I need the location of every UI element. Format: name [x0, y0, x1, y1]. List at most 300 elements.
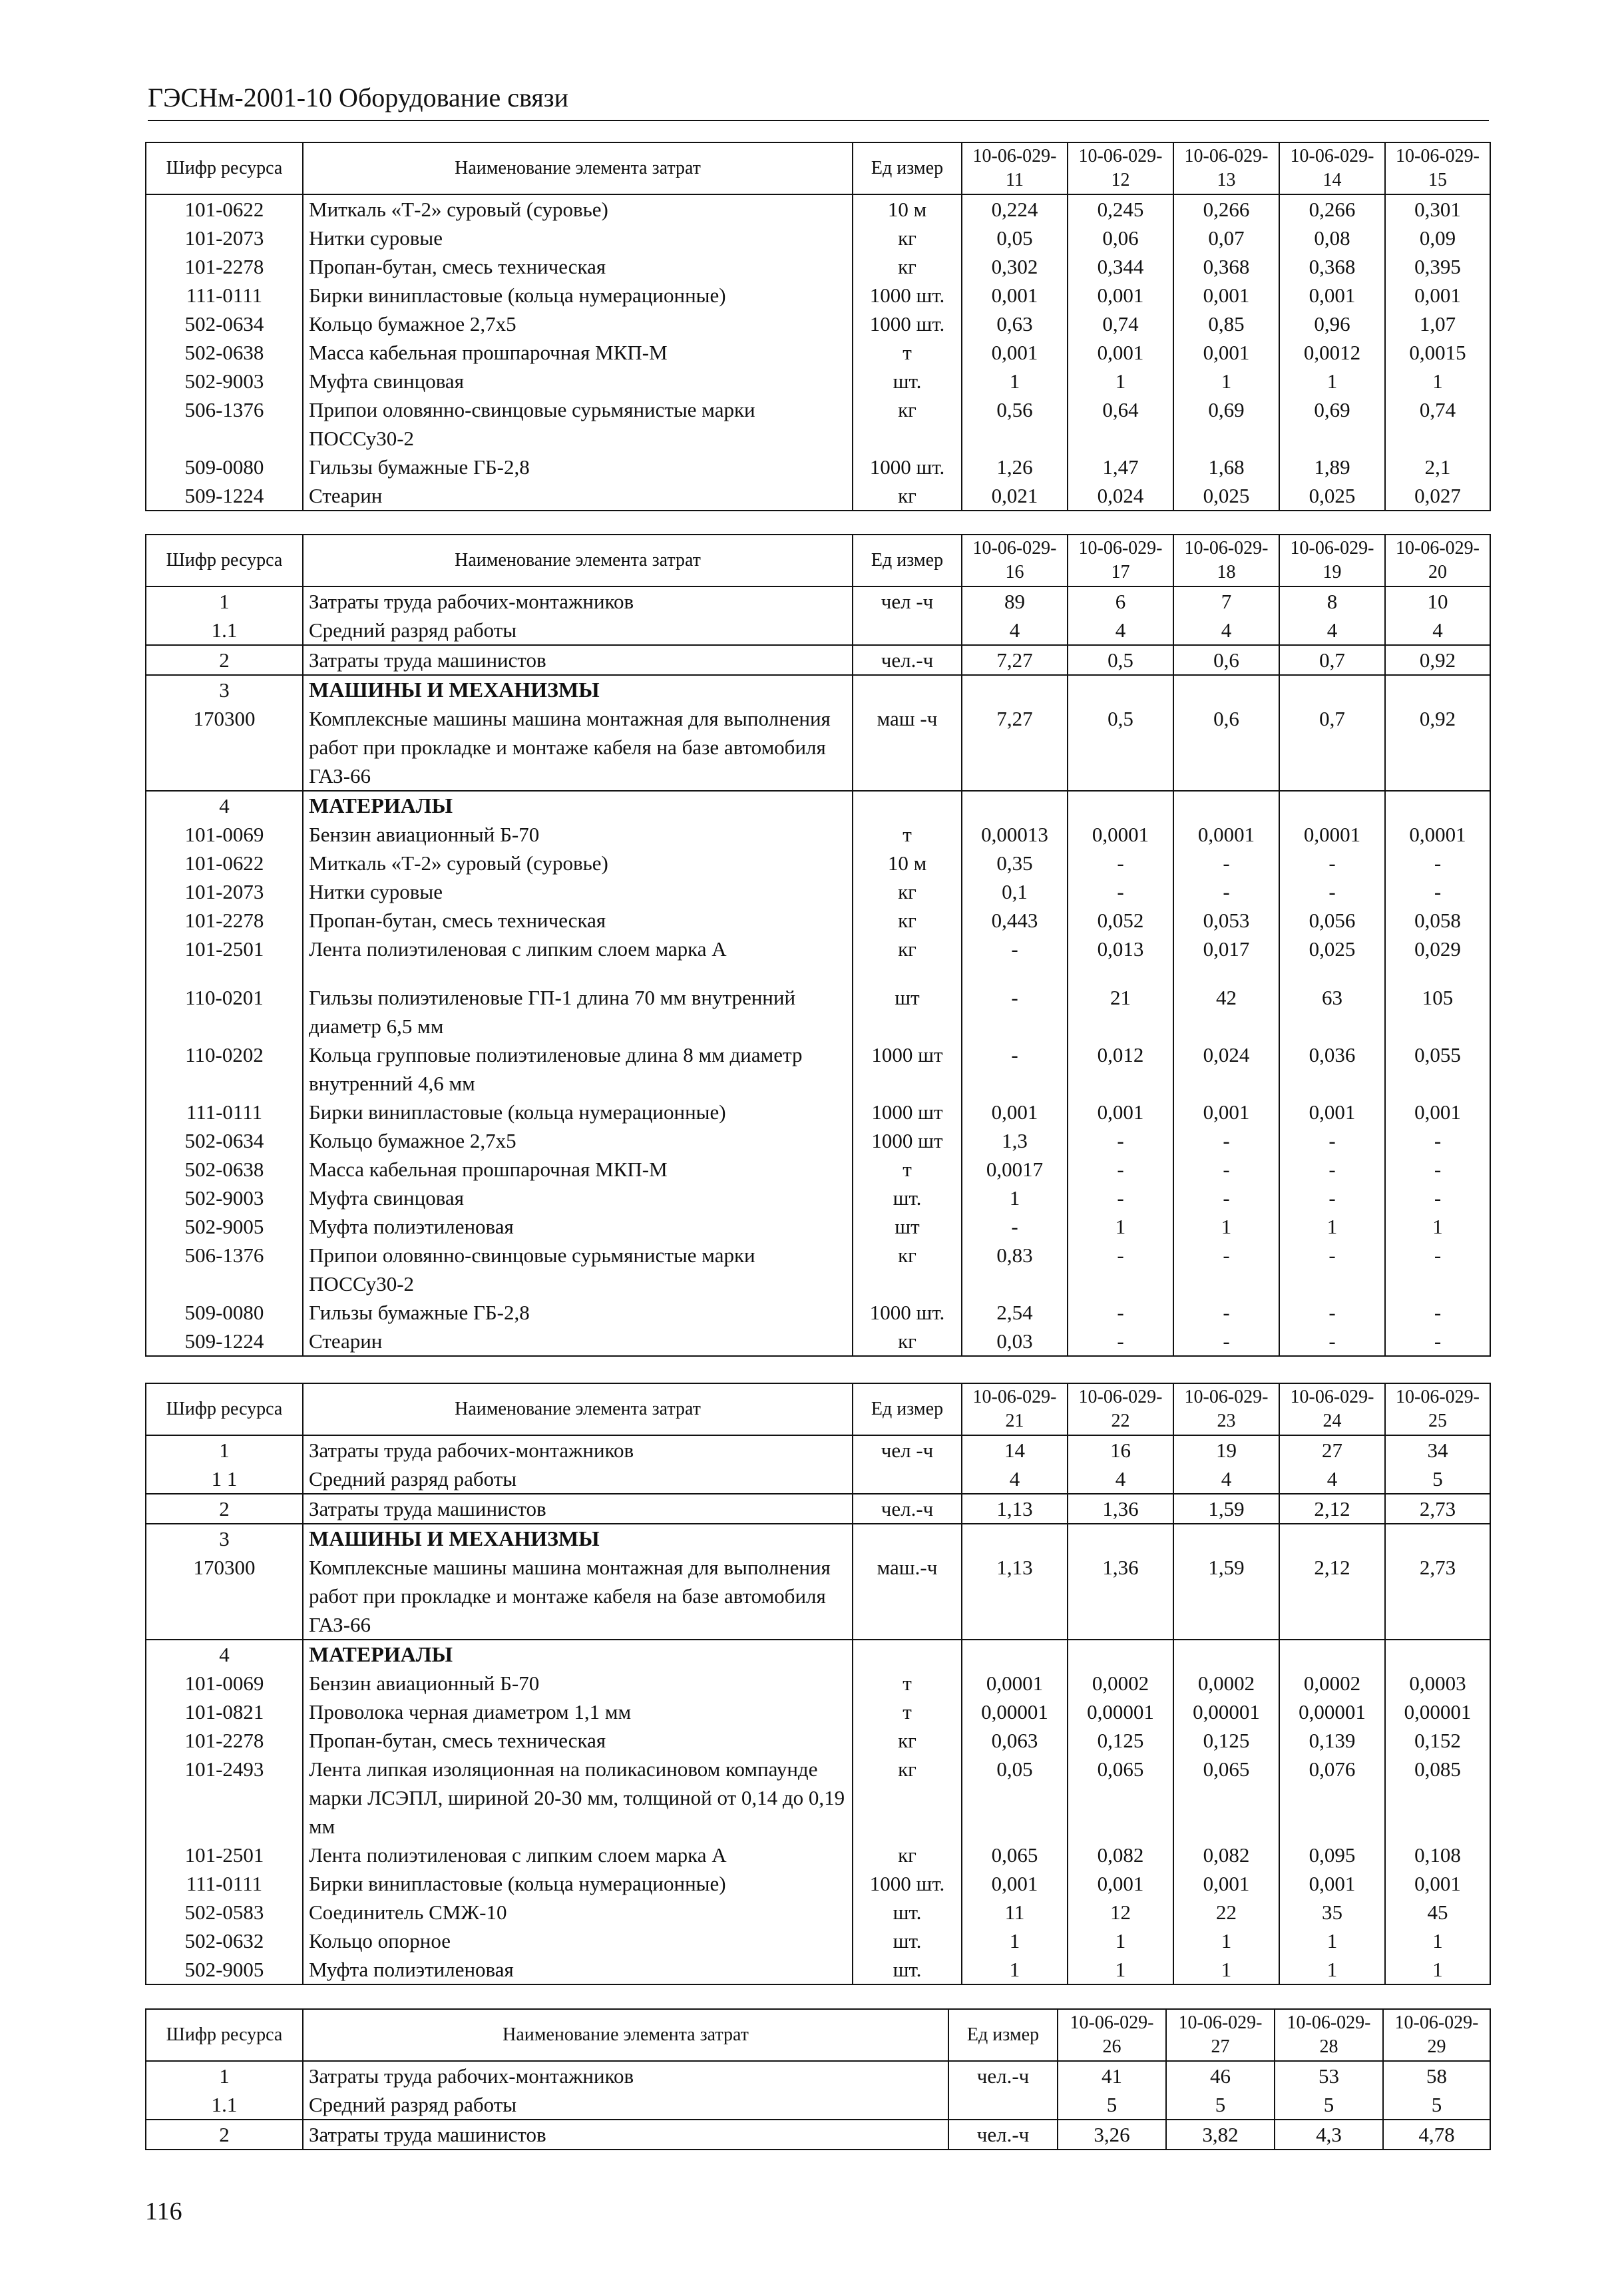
cost-element-name: Затраты труда машинистов — [303, 1494, 853, 1524]
unit: кг — [853, 481, 962, 511]
norm-value: 0,025 — [1279, 481, 1385, 511]
cost-element-name: Затраты труда рабочих-монтажников — [303, 586, 853, 616]
unit: т — [853, 1669, 962, 1698]
norm-value: 1,26 — [962, 453, 1068, 481]
table-row — [146, 194, 1490, 224]
norm-value: - — [1279, 1126, 1385, 1155]
norm-value: 0,00013 — [962, 820, 1068, 849]
norm-value: 0,00001 — [962, 1698, 1068, 1726]
header-name: Наименование элемента затрат — [303, 2009, 948, 2061]
norm-value: 0,0012 — [1279, 338, 1385, 367]
table-row — [146, 935, 1490, 963]
resource-code: 4 — [146, 1640, 303, 1669]
norm-value: 4 — [1279, 616, 1385, 645]
unit: шт — [853, 1212, 962, 1241]
norm-value — [1279, 675, 1385, 704]
norm-value: 0,139 — [1279, 1726, 1385, 1755]
norm-value — [1068, 1640, 1173, 1669]
norm-value: 0,6 — [1173, 704, 1279, 791]
header-norm-code: 10-06-029-15 — [1385, 142, 1490, 194]
norm-value: 5 — [1383, 2090, 1490, 2120]
cost-element-name: Лента липкая изоляционная на поликасиновом компаунде марки ЛСЭПЛ, шириной 20-30 мм, толщиной от 0,14 до 0,19 мм — [303, 1755, 853, 1841]
norm-value: 0,065 — [1173, 1755, 1279, 1841]
norm-value: - — [1279, 877, 1385, 906]
norm-value: - — [962, 935, 1068, 963]
norm-value: 0,001 — [1173, 1869, 1279, 1898]
spacer-cell — [1068, 963, 1173, 983]
resource-code: 111-0111 — [146, 1098, 303, 1126]
norm-value: 21 — [1068, 983, 1173, 1040]
unit: чел.-ч — [948, 2120, 1058, 2150]
resource-code: 502-0634 — [146, 1126, 303, 1155]
header-norm-code: 10-06-029-29 — [1383, 2009, 1490, 2061]
cost-element-name: Бирки винипластовые (кольца нумерационные) — [303, 281, 853, 310]
cost-element-name: МАШИНЫ И МЕХАНИЗМЫ — [303, 1524, 853, 1553]
section-row — [146, 1640, 1490, 1669]
cost-element-name: Лента полиэтиленовая с липким слоем марка А — [303, 1841, 853, 1869]
table-row — [146, 1327, 1490, 1356]
norm-value: - — [1279, 1155, 1385, 1184]
norm-value: 1 — [1068, 1212, 1173, 1241]
table-row — [146, 1126, 1490, 1155]
resource-code: 2 — [146, 645, 303, 675]
table-row — [146, 1040, 1490, 1098]
resource-code: 111-0111 — [146, 281, 303, 310]
norm-value: 16 — [1068, 1435, 1173, 1465]
table-row — [146, 453, 1490, 481]
unit: шт. — [853, 367, 962, 395]
norm-value: 0,301 — [1385, 194, 1490, 224]
norm-value: 2,73 — [1385, 1494, 1490, 1524]
header-norm-code: 10-06-029-13 — [1173, 142, 1279, 194]
cost-element-name: Гильзы бумажные ГБ-2,8 — [303, 1298, 853, 1327]
norm-value: 4 — [1385, 616, 1490, 645]
cost-element-name: Средний разряд работы — [303, 616, 853, 645]
norm-value: 1 — [1173, 1955, 1279, 1984]
norm-value: - — [1279, 1327, 1385, 1356]
table-row — [146, 310, 1490, 338]
header-norm-code: 10-06-029-23 — [1173, 1383, 1279, 1435]
norm-value: 1 — [962, 1927, 1068, 1955]
spacer-cell — [1385, 963, 1490, 983]
page-header — [148, 79, 1489, 117]
cost-element-name: Припои оловянно-свинцовые сурьмянистые марки ПОССу30-2 — [303, 395, 853, 453]
norm-value: 0,001 — [1385, 1098, 1490, 1126]
norm-value — [1068, 791, 1173, 820]
spacer-cell — [303, 963, 853, 983]
cost-element-name: Муфта свинцовая — [303, 367, 853, 395]
norm-value: 1,68 — [1173, 453, 1279, 481]
norm-value: 4 — [962, 616, 1068, 645]
unit: кг — [853, 1755, 962, 1841]
norm-value: 0,076 — [1279, 1755, 1385, 1841]
norm-value — [1173, 675, 1279, 704]
norm-value: 7,27 — [962, 645, 1068, 675]
unit: шт. — [853, 1927, 962, 1955]
norm-value: 58 — [1383, 2061, 1490, 2090]
norm-table — [145, 534, 1491, 1357]
unit: 1000 шт. — [853, 1869, 962, 1898]
norm-value: 1 — [1068, 1927, 1173, 1955]
table-row — [146, 367, 1490, 395]
unit: чел.-ч — [853, 645, 962, 675]
norm-value: 0,63 — [962, 310, 1068, 338]
norm-value: 4 — [1068, 616, 1173, 645]
norm-value: - — [1173, 1155, 1279, 1184]
resource-code: 101-0821 — [146, 1698, 303, 1726]
table-header-row — [146, 1383, 1490, 1435]
unit: т — [853, 338, 962, 367]
unit: кг — [853, 252, 962, 281]
norm-value: 0,001 — [962, 1869, 1068, 1898]
norm-value: 0,029 — [1385, 935, 1490, 963]
norm-value: - — [962, 1040, 1068, 1098]
unit: 1000 шт — [853, 1098, 962, 1126]
norm-value: 0,0001 — [1173, 820, 1279, 849]
unit: 1000 шт — [853, 1040, 962, 1098]
norm-value: 0,0001 — [962, 1669, 1068, 1698]
norm-value: 0,368 — [1279, 252, 1385, 281]
resource-code: 101-0069 — [146, 820, 303, 849]
norm-value: - — [962, 983, 1068, 1040]
header-norm-code: 10-06-029-14 — [1279, 142, 1385, 194]
cost-element-name: МАШИНЫ И МЕХАНИЗМЫ — [303, 675, 853, 704]
header-norm-code: 10-06-029-24 — [1279, 1383, 1385, 1435]
norm-value: - — [1279, 849, 1385, 877]
unit: шт. — [853, 1955, 962, 1984]
norm-value: 2,12 — [1279, 1553, 1385, 1640]
norm-value: 0,0001 — [1385, 820, 1490, 849]
resource-code: 101-2501 — [146, 935, 303, 963]
norm-value: 0,69 — [1279, 395, 1385, 453]
table-row — [146, 1241, 1490, 1298]
norm-value: 0,05 — [962, 1755, 1068, 1841]
table-header-row — [146, 142, 1490, 194]
norm-value: - — [1279, 1241, 1385, 1298]
resource-code: 101-2493 — [146, 1755, 303, 1841]
norm-value — [1385, 791, 1490, 820]
table-row — [146, 2120, 1490, 2150]
table-row — [146, 586, 1490, 616]
norm-value: 0,7 — [1279, 704, 1385, 791]
norm-value: 0,92 — [1385, 704, 1490, 791]
norm-value: 5 — [1275, 2090, 1383, 2120]
norm-value — [962, 675, 1068, 704]
norm-value — [1385, 675, 1490, 704]
cost-element-name: Нитки суровые — [303, 877, 853, 906]
resource-code: 101-2278 — [146, 906, 303, 935]
norm-value — [1385, 1640, 1490, 1669]
cost-element-name: Муфта полиэтиленовая — [303, 1212, 853, 1241]
norm-value: 46 — [1166, 2061, 1275, 2090]
table-row — [146, 1755, 1490, 1841]
header-norm-code: 10-06-029-16 — [962, 535, 1068, 586]
norm-value — [1068, 675, 1173, 704]
resource-code: 101-2278 — [146, 252, 303, 281]
norm-value: 11 — [962, 1898, 1068, 1927]
cost-element-name: Бирки винипластовые (кольца нумерационные) — [303, 1869, 853, 1898]
norm-value: 0,036 — [1279, 1040, 1385, 1098]
norm-value: - — [1385, 1327, 1490, 1356]
unit: кг — [853, 1327, 962, 1356]
norm-table — [145, 2008, 1491, 2150]
resource-code: 101-2278 — [146, 1726, 303, 1755]
norm-value: 0,92 — [1385, 645, 1490, 675]
norm-value: 5 — [1385, 1465, 1490, 1494]
header-norm-code: 10-06-029-21 — [962, 1383, 1068, 1435]
norm-value: 0,001 — [962, 281, 1068, 310]
unit: кг — [853, 906, 962, 935]
norm-value: 3,26 — [1058, 2120, 1166, 2150]
resource-code: 1 1 — [146, 1465, 303, 1494]
section-row — [146, 1524, 1490, 1553]
norm-value: 0,108 — [1385, 1841, 1490, 1869]
header-norm-code: 10-06-029-20 — [1385, 535, 1490, 586]
norm-value: 0,1 — [962, 877, 1068, 906]
norm-value: 0,85 — [1173, 310, 1279, 338]
norm-value: 19 — [1173, 1435, 1279, 1465]
cost-element-name: Стеарин — [303, 481, 853, 511]
norm-value: 0,56 — [962, 395, 1068, 453]
norm-value: 0,6 — [1173, 645, 1279, 675]
norm-value: 0,001 — [1279, 1098, 1385, 1126]
norm-value: 0,082 — [1068, 1841, 1173, 1869]
norm-value: 0,0001 — [1068, 820, 1173, 849]
norm-value: 0,055 — [1385, 1040, 1490, 1098]
norm-value: 12 — [1068, 1898, 1173, 1927]
norm-value: 0,266 — [1279, 194, 1385, 224]
unit: 10 м — [853, 849, 962, 877]
norm-value: 2,54 — [962, 1298, 1068, 1327]
norm-value: 2,73 — [1385, 1553, 1490, 1640]
unit: кг — [853, 1726, 962, 1755]
norm-value: 0,368 — [1173, 252, 1279, 281]
norm-value: - — [1068, 1327, 1173, 1356]
unit — [853, 616, 962, 645]
norm-value: 1,47 — [1068, 453, 1173, 481]
norm-value: 0,052 — [1068, 906, 1173, 935]
cost-element-name: Кольцо бумажное 2,7х5 — [303, 1126, 853, 1155]
header-unit: Ед измер — [948, 2009, 1058, 2061]
norm-value: 45 — [1385, 1898, 1490, 1927]
norm-value: 0,001 — [1385, 1869, 1490, 1898]
norm-value: - — [1173, 1184, 1279, 1212]
norm-value: 0,065 — [1068, 1755, 1173, 1841]
cost-element-name: Стеарин — [303, 1327, 853, 1356]
cost-element-name: Затраты труда рабочих-монтажников — [303, 1435, 853, 1465]
unit: чел.-ч — [948, 2061, 1058, 2090]
cost-element-name: Муфта свинцовая — [303, 1184, 853, 1212]
norm-value: 0,152 — [1385, 1726, 1490, 1755]
resource-code: 502-0583 — [146, 1898, 303, 1927]
unit: шт. — [853, 1898, 962, 1927]
unit: чел -ч — [853, 1435, 962, 1465]
norm-value: 0,125 — [1173, 1726, 1279, 1755]
unit: маш -ч — [853, 704, 962, 791]
page-title: ГЭСНм-2001-10 Оборудование связи — [148, 83, 568, 113]
table-row — [146, 1155, 1490, 1184]
resource-code: 1.1 — [146, 2090, 303, 2120]
norm-value: 0,344 — [1068, 252, 1173, 281]
header-unit: Ед измер — [853, 535, 962, 586]
norm-value: 1 — [1173, 367, 1279, 395]
norm-value — [1279, 791, 1385, 820]
norm-value: 1,89 — [1279, 453, 1385, 481]
unit: кг — [853, 877, 962, 906]
header-name: Наименование элемента затрат — [303, 1383, 853, 1435]
norm-value: 0,74 — [1385, 395, 1490, 453]
unit: чел -ч — [853, 586, 962, 616]
norm-value: 2,12 — [1279, 1494, 1385, 1524]
norm-value: 0,5 — [1068, 645, 1173, 675]
table-row — [146, 1898, 1490, 1927]
cost-element-name: Бензин авиационный Б-70 — [303, 820, 853, 849]
table-row — [146, 983, 1490, 1040]
norm-value — [962, 1524, 1068, 1553]
table-row — [146, 1955, 1490, 1984]
unit — [853, 791, 962, 820]
resource-code: 1 — [146, 1435, 303, 1465]
unit: т — [853, 1155, 962, 1184]
cost-element-name: Затраты труда машинистов — [303, 2120, 948, 2150]
norm-value: 0,0001 — [1279, 820, 1385, 849]
resource-code: 101-0069 — [146, 1669, 303, 1698]
norm-value: 1 — [1068, 367, 1173, 395]
norm-value: 0,266 — [1173, 194, 1279, 224]
norm-value: 0,027 — [1385, 481, 1490, 511]
header-norm-code: 10-06-029-12 — [1068, 142, 1173, 194]
norm-value: 0,063 — [962, 1726, 1068, 1755]
norm-value: 5 — [1058, 2090, 1166, 2120]
norm-value: 8 — [1279, 586, 1385, 616]
norm-value: 1,59 — [1173, 1494, 1279, 1524]
norm-value: 0,001 — [962, 338, 1068, 367]
norm-value: 41 — [1058, 2061, 1166, 2090]
resource-code: 3 — [146, 1524, 303, 1553]
norm-value: 0,065 — [962, 1841, 1068, 1869]
norm-value: 0,001 — [1279, 1869, 1385, 1898]
norm-value: - — [1173, 1298, 1279, 1327]
table-row — [146, 820, 1490, 849]
norm-value: - — [1173, 877, 1279, 906]
unit: шт — [853, 983, 962, 1040]
norm-value: - — [1173, 1126, 1279, 1155]
header-unit: Ед измер — [853, 142, 962, 194]
spacer-row — [146, 963, 1490, 983]
cost-element-name: Масса кабельная прошпарочная МКП-М — [303, 1155, 853, 1184]
table-row — [146, 1435, 1490, 1465]
unit — [853, 1640, 962, 1669]
header-norm-code: 10-06-029-26 — [1058, 2009, 1166, 2061]
norm-value — [1173, 1640, 1279, 1669]
unit: кг — [853, 935, 962, 963]
unit: т — [853, 820, 962, 849]
norm-value: 0,395 — [1385, 252, 1490, 281]
norm-value: 0,00001 — [1173, 1698, 1279, 1726]
table-row — [146, 1698, 1490, 1726]
norm-value: 0,03 — [962, 1327, 1068, 1356]
norm-value: 0,0002 — [1173, 1669, 1279, 1698]
norm-table — [145, 142, 1491, 511]
table-row — [146, 395, 1490, 453]
norm-value: 0,013 — [1068, 935, 1173, 963]
norm-value: 0,001 — [1173, 1098, 1279, 1126]
header-rule — [148, 120, 1489, 121]
norm-value: 14 — [962, 1435, 1068, 1465]
norm-value: 0,96 — [1279, 310, 1385, 338]
cost-element-name: Миткаль «Т-2» суровый (суровье) — [303, 849, 853, 877]
resource-code: 101-2073 — [146, 224, 303, 252]
resource-code: 110-0201 — [146, 983, 303, 1040]
norm-value: 0,5 — [1068, 704, 1173, 791]
cost-element-name: Соединитель СМЖ-10 — [303, 1898, 853, 1927]
norm-value: 1,13 — [962, 1494, 1068, 1524]
resource-code: 509-0080 — [146, 453, 303, 481]
norm-value: 0,001 — [1068, 338, 1173, 367]
norm-value: 1 — [1385, 367, 1490, 395]
resource-code: 506-1376 — [146, 395, 303, 453]
resource-code: 101-2073 — [146, 877, 303, 906]
unit: 1000 шт. — [853, 310, 962, 338]
norm-value: - — [1173, 849, 1279, 877]
table-header-row — [146, 2009, 1490, 2061]
norm-value: 0,07 — [1173, 224, 1279, 252]
norm-value: 0,001 — [962, 1098, 1068, 1126]
header-norm-code: 10-06-029-18 — [1173, 535, 1279, 586]
header-code: Шифр ресурса — [146, 142, 303, 194]
norm-value: 0,224 — [962, 194, 1068, 224]
cost-element-name: Затраты труда рабочих-монтажников — [303, 2061, 948, 2090]
norm-value: 0,082 — [1173, 1841, 1279, 1869]
resource-code: 509-1224 — [146, 481, 303, 511]
unit — [853, 1465, 962, 1494]
spacer-cell — [1173, 963, 1279, 983]
header-norm-code: 10-06-029-28 — [1275, 2009, 1383, 2061]
norm-value: 0,125 — [1068, 1726, 1173, 1755]
table-row — [146, 849, 1490, 877]
spacer-cell — [962, 963, 1068, 983]
norm-value — [962, 1640, 1068, 1669]
norm-value: 1 — [962, 367, 1068, 395]
header-name: Наименование элемента затрат — [303, 535, 853, 586]
norm-value: 0,0002 — [1279, 1669, 1385, 1698]
cost-element-name: Средний разряд работы — [303, 1465, 853, 1494]
norm-value: 3,82 — [1166, 2120, 1275, 2150]
cost-element-name: Кольцо опорное — [303, 1927, 853, 1955]
resource-code: 509-1224 — [146, 1327, 303, 1356]
norm-value: 0,05 — [962, 224, 1068, 252]
cost-element-name: Лента полиэтиленовая с липким слоем марка А — [303, 935, 853, 963]
norm-value: 6 — [1068, 586, 1173, 616]
norm-value: 0,025 — [1279, 935, 1385, 963]
header-norm-code: 10-06-029-11 — [962, 142, 1068, 194]
norm-value: 0,74 — [1068, 310, 1173, 338]
unit: 10 м — [853, 194, 962, 224]
table-row — [146, 1212, 1490, 1241]
norm-value: - — [1068, 1241, 1173, 1298]
norm-value: 1,3 — [962, 1126, 1068, 1155]
resource-code: 502-0634 — [146, 310, 303, 338]
cost-element-name: Муфта полиэтиленовая — [303, 1955, 853, 1984]
resource-code: 1.1 — [146, 616, 303, 645]
norm-value — [1279, 1524, 1385, 1553]
norm-value: 42 — [1173, 983, 1279, 1040]
table-row — [146, 1669, 1490, 1698]
cost-element-name: Масса кабельная прошпарочная МКП-М — [303, 338, 853, 367]
norm-value: 0,053 — [1173, 906, 1279, 935]
resource-code: 1 — [146, 2061, 303, 2090]
norm-value: 4 — [1173, 1465, 1279, 1494]
